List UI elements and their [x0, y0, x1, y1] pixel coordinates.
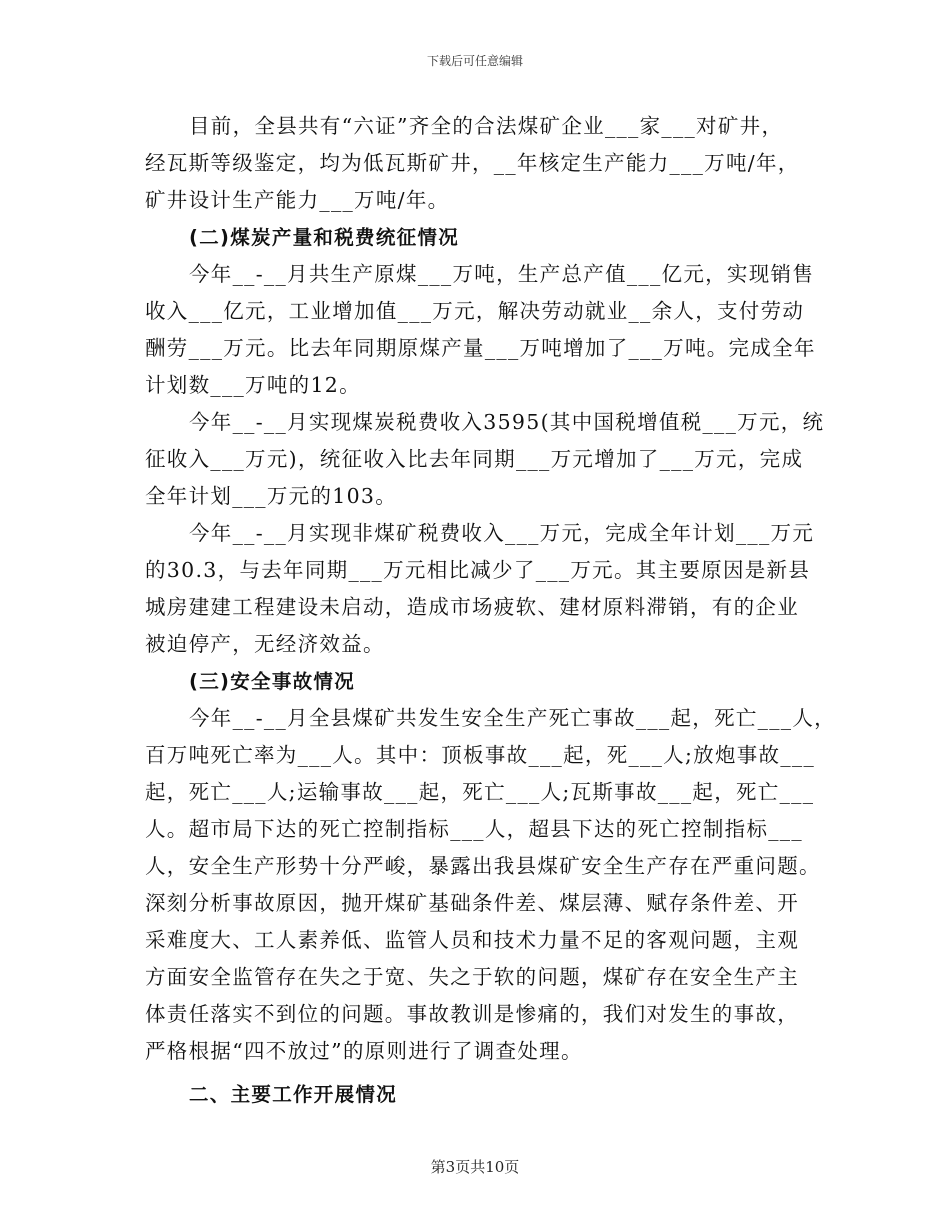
section-heading: (三)安全事故情况 — [189, 670, 356, 693]
text-line: 体责任落实不到位的问题。事故教训是惨痛的，我们对发生的事故， — [145, 1002, 799, 1026]
document-body — [145, 108, 836, 1113]
text-line: 起，死亡___人;运输事故___起，死亡___人;瓦斯事故___起，死亡___ — [145, 780, 815, 804]
text-line: 人。超市局下达的死亡控制指标___人，超县下达的死亡控制指标___ — [145, 817, 803, 841]
text-line: 的30.3，与去年同期___万元相比减少了___万元。其主要原因是新县 — [145, 558, 811, 582]
text-line: 今年__-__月实现非煤矿税费收入___万元，完成全年计划___万元 — [189, 521, 815, 545]
text-line: 人，安全生产形势十分严峻，暴露出我县煤矿安全生产存在严重问题。 — [145, 854, 821, 878]
text-line: 深刻分析事故原因，抛开煤矿基础条件差、煤层薄、赋存条件差、开 — [145, 891, 799, 915]
text-line: 今年__-__月实现煤炭税费收入3595(其中国税增值税___万元，统 — [189, 410, 825, 434]
text-line: 今年__-__月共生产原煤___万吨，生产总产值___亿元，实现销售 — [189, 262, 815, 286]
text-line: 计划数___万吨的12。 — [145, 373, 361, 397]
text-line: 收入___亿元，工业增加值___万元，解决劳动就业__余人，支付劳动 — [145, 299, 805, 323]
page-footer: 第3页共10页 — [430, 1158, 520, 1176]
text-line: 经瓦斯等级鉴定，均为低瓦斯矿井，__年核定生产能力___万吨/年， — [145, 151, 800, 175]
text-line: 征收入___万元)，统征收入比去年同期___万元增加了___万元，完成 — [145, 447, 804, 471]
text-line: 全年计划___万元的103。 — [145, 484, 398, 508]
text-line: 被迫停产，无经济效益。 — [145, 632, 385, 656]
text-line: 今年__-__月全县煤矿共发生安全生产死亡事故___起，死亡___人， — [189, 706, 836, 730]
page-header-note: 下载后可任意编辑 — [426, 54, 523, 68]
text-line: 方面安全监管存在失之于宽、失之于软的问题，煤矿存在安全生产主 — [145, 965, 799, 989]
text-line: 矿井设计生产能力___万吨/年。 — [145, 188, 450, 212]
text-line: 百万吨死亡率为___人。其中：顶板事故___起，死___人;放炮事故___ — [145, 743, 816, 767]
text-line: 采难度大、工人素养低、监管人员和技术力量不足的客观问题，主观 — [145, 928, 799, 952]
text-line: 严格根据“四不放过”的原则进行了调查处理。 — [145, 1039, 583, 1063]
section-heading: (二)煤炭产量和税费统征情况 — [189, 226, 460, 249]
text-line: 城房建建工程建设未启动，造成市场疲软、建材原料滞销，有的企业 — [145, 595, 799, 619]
section-heading: 二、主要工作开展情况 — [189, 1083, 398, 1106]
text-line: 目前，全县共有“六证”齐全的合法煤矿企业___家___对矿井， — [189, 114, 784, 138]
text-line: 酬劳___万元。比去年同期原煤产量___万吨增加了___万吨。完成全年 — [145, 336, 816, 360]
